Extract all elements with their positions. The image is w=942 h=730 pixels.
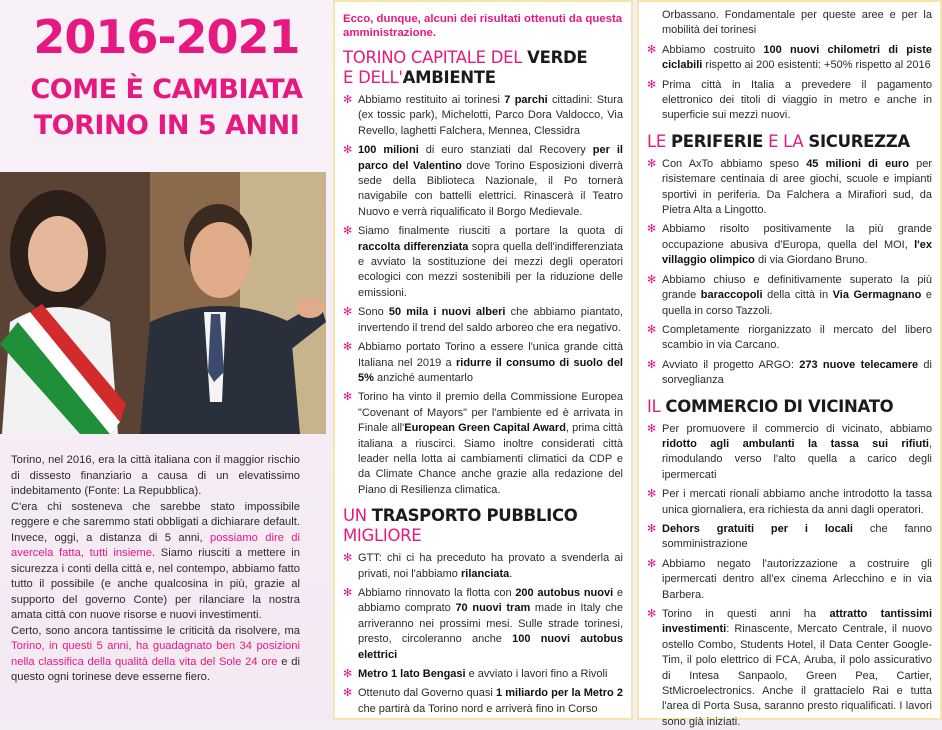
list-item: ✻ Ottenuto dal Governo quasi 1 miliardo per la Metro 2 che partirà da Torino nord e arriverà fino in Corso bbox=[343, 686, 623, 717]
left-column bbox=[0, 0, 333, 720]
intro-text bbox=[11, 453, 300, 686]
list-mobilita bbox=[647, 43, 932, 124]
right-panel bbox=[637, 0, 942, 728]
list-item: ✻ 100 milioni di euro stanziati dal Recovery per il parco del Valentino dove Torino Esposizioni diverrà sede della Biblioteca Nazionale, il Po tornerà navigabile con battelli elettrici. Rinascerà il Teatro Nuovo e verrà riqualificato il Borgo Medievale. bbox=[343, 143, 623, 220]
list-item: ✻ Torino in questi anni ha attratto tantissimi investimenti: Rinascente, Mercato Centrale, il nuovo ostello Combo, Students Hotel, il Data Center Google-Tim, il polo elettrico di FCA, Aruba, il polo assicurativo di Intesa Sanpaolo, Green Pea, Cartier, StMicroelectronics. Anche il grattacielo Rai e tutta l'area di Porta Susa, saranno presto riqualificati. I lavori sono già iniziati. bbox=[647, 607, 932, 730]
section-trasporto-title: UN TRASPORTO PUBBLICO MIGLIORE bbox=[343, 506, 578, 546]
intro-p1: Torino, nel 2016, era la città italiana con il maggior rischio di dissesto finanziario a causa di un elevatissimo indebitamento (Fonte: La Repubblica). bbox=[11, 454, 300, 497]
section-commercio-title: IL COMMERCIO DI VICINATO bbox=[647, 396, 894, 416]
section-periferie-title: LE PERIFERIE E LA SICUREZZA bbox=[647, 131, 910, 151]
list-item: ✻ Abbiamo chiuso e definitivamente superato la più grande baraccopoli della città in Via Germagnano e quella in corso Tazzoli. bbox=[647, 273, 932, 319]
list-item: ✻ Abbiamo risolto positivamente la più grande occupazione abusiva d'Europa, quella del MOI, l'ex villaggio olimpico di via Giordano Bruno. bbox=[647, 222, 932, 268]
list-item: ✻ Prima città in Italia a prevedere il pagamento elettronico dei titoli di viaggio in metro e anche in superficie sui mezzi nuovi. bbox=[647, 78, 932, 124]
list-item: ✻ Dehors gratuiti per i locali che fanno somministrazione bbox=[647, 522, 932, 553]
subtitle-line2: TORINO IN 5 ANNI bbox=[33, 110, 300, 141]
photo-mayor-and-premier bbox=[0, 172, 326, 434]
list-item: ✻ Abbiamo costruito 100 nuovi chilometri di piste ciclabili rispetto ai 200 esistenti: +50% rispetto al 2016 bbox=[647, 43, 932, 74]
list-item: ✻ Abbiamo rinnovato la flotta con 200 autobus nuovi e abbiamo comprato 70 nuovi tram made in Italy che arriveranno nei prossimi mesi. Sulle strade torinesi, presto, circoleranno anche 100 nuovi autobus elettrici bbox=[343, 586, 623, 663]
list-item: ✻ Completamente riorganizzato il mercato del libero scambio in via Carcano. bbox=[647, 323, 932, 354]
list-item: ✻ Abbiamo restituito ai torinesi 7 parchi cittadini: Stura (ex tossic park), Michelotti, Parco Dora Valdocco, Via Revello, laghetti Falchera, Mennea, Clessidra bbox=[343, 93, 623, 139]
list-verde bbox=[343, 93, 623, 498]
list-commercio bbox=[647, 422, 932, 730]
list-item: ✻ Per i mercati rionali abbiamo anche introdotto la tassa unica giornaliera, era richiesta da anni dagli operatori. bbox=[647, 487, 932, 518]
years-title: 2016-2021 bbox=[33, 10, 300, 64]
list-item: ✻ Torino ha vinto il premio della Commissione Europea "Covenant of Mayors" per l'ambiente ed è arrivata in Finale all'European Green Capital Award, prima città italiana a riuscirci. Siamo inoltre considerati città leader nella lotta ai cambiamenti climatici da CDP e da Climate Chance anche grazie alla redazione del Piano di Resilienza climatica. bbox=[343, 390, 623, 498]
list-item: ✻ Sono 50 mila i nuovi alberi che abbiamo piantato, invertendo il trend del saldo arboreo che era negativo. bbox=[343, 305, 623, 336]
list-item: ✻ Avviato il progetto ARGO: 273 nuove telecamere di sorveglianza bbox=[647, 358, 932, 389]
list-trasporto bbox=[343, 551, 623, 717]
list-item: ✻ GTT: chi ci ha preceduto ha provato a svenderla ai privati, noi l'abbiamo rilanciata. bbox=[343, 551, 623, 582]
intro-p2: C'era chi sosteneva che sarebbe stato impossibile reggere e che saremmo stati obbligati a dichiarare default. Invece, oggi, a distanza di 5 anni, possiamo dire di avercela fatta, tutti insieme. Siamo riusciti a mettere in sicurezza i conti della città e, nel contempo, abbiamo fatto tutto il possibile (e anche qualcosina in più, grazie al supporto del governo Conte) per rilanciare la nostra amata città con nuove risorse e nuovi investimenti. bbox=[11, 500, 300, 621]
list-item: ✻ Metro 1 lato Bengasi e avviato i lavori fino a Rivoli bbox=[343, 667, 623, 682]
subtitle-line1: COME È CAMBIATA bbox=[30, 74, 303, 105]
continued-text: Orbassano. Fondamentale per queste aree e per la mobilità dei torinesi bbox=[662, 9, 932, 37]
list-item: ✻ Abbiamo negato l'autorizzazione a costruire gli ipermercati dentro all'ex cinema Arlecchino e in via Barbera. bbox=[647, 557, 932, 603]
middle-panel bbox=[333, 0, 633, 720]
title-block bbox=[0, 0, 333, 175]
list-item: ✻ Con AxTo abbiamo speso 45 milioni di euro per risistemare centinaia di aree giochi, scuole e impianti sportivi in periferia. Da Falchera a Mirafiori sud, da Pietra Alta a Lingotto. bbox=[647, 157, 932, 219]
intro-p3: Certo, sono ancora tantissime le criticità da risolvere, ma Torino, in questi 5 anni, ha guadagnato ben 34 posizioni nella classifica della qualità della vita del Sole 24 ore e di questo ogni torinese deve esserne fiero. bbox=[11, 624, 300, 683]
list-item: ✻ Per promuovere il commercio di vicinato, abbiamo ridotto agli ambulanti la tassa sui rifiuti, rimodulando verso l'alto quella a carico degli ipermercati bbox=[647, 422, 932, 484]
list-item: ✻ Siamo finalmente riusciti a portare la quota di raccolta differenziata sopra quella dell'indifferenziata e avviato la sostituzione dei mezzi degli operatori ecologici con mezzi sostenibili per la riduzione delle emissioni. bbox=[343, 224, 623, 301]
section-verde-title: TORINO CAPITALE DEL VERDE E DELL'AMBIENTE bbox=[343, 48, 588, 87]
list-periferie bbox=[647, 157, 932, 389]
list-item: ✻ Abbiamo portato Torino a essere l'unica grande città Italiana nel 2019 a ridurre il consumo di suolo del 5% anziché aumentarlo bbox=[343, 340, 623, 386]
lead-text: Ecco, dunque, alcuni dei risultati ottenuti da questa amministrazione. bbox=[343, 13, 623, 39]
